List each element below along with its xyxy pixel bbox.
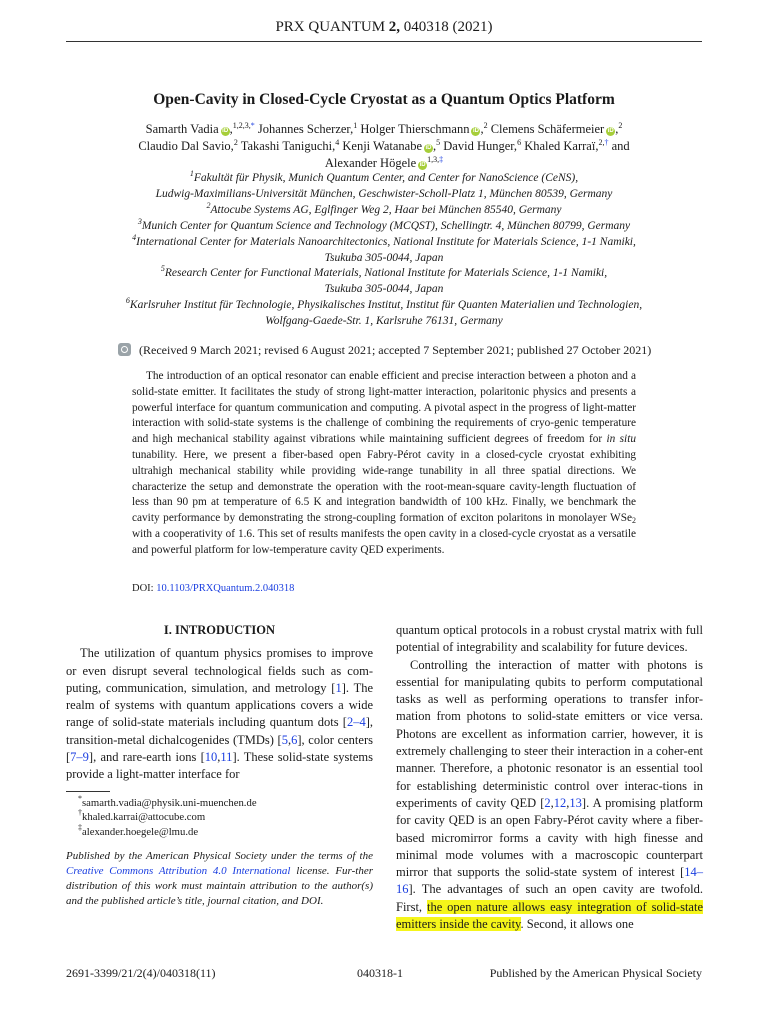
affiliation: $^5$Research Center for Functional Materials, National Institute for Materials Science, 1-1 Namiki, Tsukuba 305-0044, Japan bbox=[160, 264, 608, 296]
journal-name: PRX QUANTUM bbox=[275, 19, 386, 35]
check-for-updates-icon[interactable] bbox=[118, 343, 131, 356]
footer-issn: 2691-3399/21/2(4)/040318(11) bbox=[66, 966, 216, 980]
journal-header bbox=[66, 19, 702, 36]
intro-paragraph: The utilization of quantum physics promises to improve or even disrupt several technological fields such as com-puting, communication, simulation, and metrology [1]. The realm of systems with quantum applications covers a wide range of solid-state materials including quantum dots [2–4], transition-metal dichalcogenides (TMDs) [5,6], color centers [7–9], and rare-earth ions [10,11]. These solid-state systems provide a light-matter interface for bbox=[66, 646, 374, 782]
section-heading: I. INTRODUCTION bbox=[163, 623, 276, 637]
article-number: 040318 (2021) bbox=[403, 19, 493, 35]
author-name: Holger Thierschmann bbox=[360, 122, 470, 136]
author-conjunction: and bbox=[611, 139, 630, 153]
license-note: Published by the American Physical Society under the terms of the Creative Commons Attribution 4.0 International license. Fur-ther distribution of this work must maintain attribution to the author(s) and the published article’s title, journal citation, and DOI. bbox=[66, 850, 373, 907]
affiliation: $^2$Attocube Systems AG, Eglfinger Weg 2, Haar bei München 85540, Germany bbox=[206, 200, 562, 216]
right-column bbox=[396, 622, 703, 933]
footnote-divider bbox=[66, 791, 110, 792]
citation-link[interactable]: 1 bbox=[335, 680, 342, 695]
abstract-paragraph: The introduction of an optical resonator can enable efficient and precise interaction between a photon and a solid-state emitter. It facilitates the study of strong light-matter interaction, polaritonic physics and presents a powerful interface for quantum communication and computing. A pivotal aspect in the progress of light-matter interaction with solid-state systems is the challenge of combining the requirements of cryo-genic temperature and high mechanical stability against vibrations while maintaining sufficient degrees of freedom for in situ tunability. Here, we present a fiber-based open Fabry-Pérot cavity in a closed-cycle cryostat exhibiting ultrahigh mechanical stability while providing wide-range tunability in all three spatial directions. We characterize the setup and demonstrate the operation with the root-mean-square cavity-length fluctuation of less than 90 pm at temperature of 6.5 K and integration bandwidth of 100 kHz. Finally, we benchmark the cavity performance by demonstrating the strong-coupling formation of exciton polaritons in monolayer WSe$_2$ with a cooperativity of 1.6. This set of results manifests the open cavity in a closed-cycle cryostat as a versatile and powerful platform for low-temperature cavity QED experiments. bbox=[132, 370, 636, 556]
citation-link[interactable]: 10 bbox=[204, 750, 218, 765]
abstract bbox=[132, 369, 636, 559]
affiliation: $^4$International Center for Materials Nanoarchitectonics, National Institute for Materials Science, 1-1 Namiki, Tsukuba 305-0044, Japan bbox=[132, 232, 636, 264]
corresponding-author-mark[interactable]: * bbox=[250, 121, 255, 130]
citation-link[interactable]: 6 bbox=[291, 732, 298, 747]
orcid-icon[interactable]: iD bbox=[425, 145, 432, 151]
doi-label: DOI: bbox=[132, 583, 154, 594]
footnotes bbox=[66, 796, 373, 839]
author-name: Takashi Taniguchi, bbox=[240, 139, 336, 153]
author-name: Khaled Karraï, bbox=[524, 139, 599, 153]
author-name: David Hunger, bbox=[443, 139, 518, 153]
citation-link[interactable]: 12 bbox=[553, 795, 567, 810]
doi bbox=[132, 583, 294, 594]
footer-publisher: Published by the American Physical Society bbox=[489, 966, 702, 980]
footnote-email: *samarth.vadia@physik.uni-muenchen.de bbox=[78, 794, 257, 809]
affiliation-list bbox=[96, 171, 672, 330]
received-text: (Received 9 March 2021; revised 6 August 2021; accepted 7 September 2021; published 27 October 2021) bbox=[139, 343, 652, 357]
affiliation: $^3$Munich Center for Quantum Science and Technology (MCQST), Schellingtr. 4, München 80799, Germany bbox=[137, 216, 631, 232]
left-column bbox=[66, 622, 373, 784]
doi-link[interactable]: 10.1103/PRXQuantum.2.040318 bbox=[156, 583, 295, 594]
body-paragraph: quantum optical protocols in a robust crystal matrix with full potential of integrability and scalability for future devices. bbox=[396, 623, 703, 655]
license-link[interactable]: Creative Commons Attribution 4.0 International bbox=[66, 865, 291, 877]
citation-link[interactable]: 14–16 bbox=[396, 865, 703, 897]
corresponding-author-mark[interactable]: † bbox=[604, 138, 609, 147]
author-list: Samarth Vadia iD ,$^{1,2,3,*}$ Johannes Scherzer,$^1$ Holger Thierschmann iD ,$^2$ Clemens Schäfermeier iD ,$^2$ Claudio Dal Savio,$^2$ Takashi Taniguchi,$^4$ Kenji Watanabe iD ,$^5$ David Hunger,$^6$ Khaled Karraï,$^{2,\dagger}$ and Alexander Högele $iD^{1,3,\ddagger}$ bbox=[138, 121, 630, 170]
received-dates bbox=[118, 343, 658, 358]
affiliation: $^6$Karlsruher Institut für Technologie, Physikalisches Institut, Institut für Quanten Materialien und Technologien, Wolfgang-Gaede-Str. 1, Karlsruhe 76131, Germany bbox=[125, 296, 643, 328]
citation-link[interactable]: 5 bbox=[281, 732, 288, 747]
author-name: Johannes Scherzer, bbox=[257, 122, 354, 136]
citation-link[interactable]: 7–9 bbox=[70, 750, 89, 765]
citation-link[interactable]: 11 bbox=[220, 750, 233, 765]
orcid-icon[interactable]: iD bbox=[607, 128, 614, 134]
author-name: Claudio Dal Savio, bbox=[138, 139, 234, 153]
highlighted-text[interactable]: the open nature allows easy integration of solid-state emitters inside the cavity bbox=[396, 899, 703, 932]
orcid-icon[interactable]: iD bbox=[419, 162, 426, 168]
orcid-icon[interactable]: iD bbox=[222, 128, 229, 134]
author-name: Samarth Vadia bbox=[145, 122, 219, 136]
citation-link[interactable]: 2 bbox=[544, 795, 551, 810]
corresponding-author-mark[interactable]: ‡ bbox=[439, 155, 444, 164]
journal-volume: 2, bbox=[388, 19, 401, 35]
author-name: Kenji Watanabe bbox=[342, 139, 423, 153]
author-name: Clemens Schäfermeier bbox=[490, 122, 605, 136]
header-divider bbox=[66, 41, 702, 42]
orcid-icon[interactable]: iD bbox=[472, 128, 479, 134]
affiliation: $^1$Fakultät für Physik, Munich Quantum Center, and Center for NanoScience (CeNS), Ludwig-Maximilians-Universität München, Geschwister-Scholl-Platz 1, München 80539, Germany bbox=[155, 169, 613, 200]
citation-link[interactable]: 13 bbox=[569, 795, 582, 810]
footnote-email: †khaled.karrai@attocube.com bbox=[78, 808, 206, 824]
footnote-email: ‡alexander.hoegele@lmu.de bbox=[78, 822, 199, 838]
author-name: Alexander Högele bbox=[324, 156, 417, 170]
citation-link[interactable]: 2–4 bbox=[346, 715, 366, 730]
footer-page-number: 040318-1 bbox=[357, 966, 403, 980]
paper-title: Open-Cavity in Closed-Cycle Cryostat as a Quantum Optics Platform bbox=[153, 91, 615, 108]
body-paragraph: Controlling the interaction of matter with photons is essential for manipulating qubits to perform computational tasks as well as performing operations to transfer infor-mation from photons to solid-state emitters or vice versa. Photons are excellent as information carrier, however, it is extremely challenging to steer their interaction in a coher-ent manner. Therefore, a photonic resonator is an essential tool for establishing deterministic control over interac-tions in experiments of cavity QED [2,12,13]. A promising platform for cavity QED is an open Fabry-Pérot cavity where a fiber-based micromirror forms a cavity with high finesse and minimal mode volumes with a macroscopic counterpart mirror that supports the solid-state system of interest [14–16]. The advantages of such an open cavity are twofold. First, the open nature allows easy integration of solid-state emitters inside the cavity. Second, it allows one bbox=[396, 657, 703, 932]
